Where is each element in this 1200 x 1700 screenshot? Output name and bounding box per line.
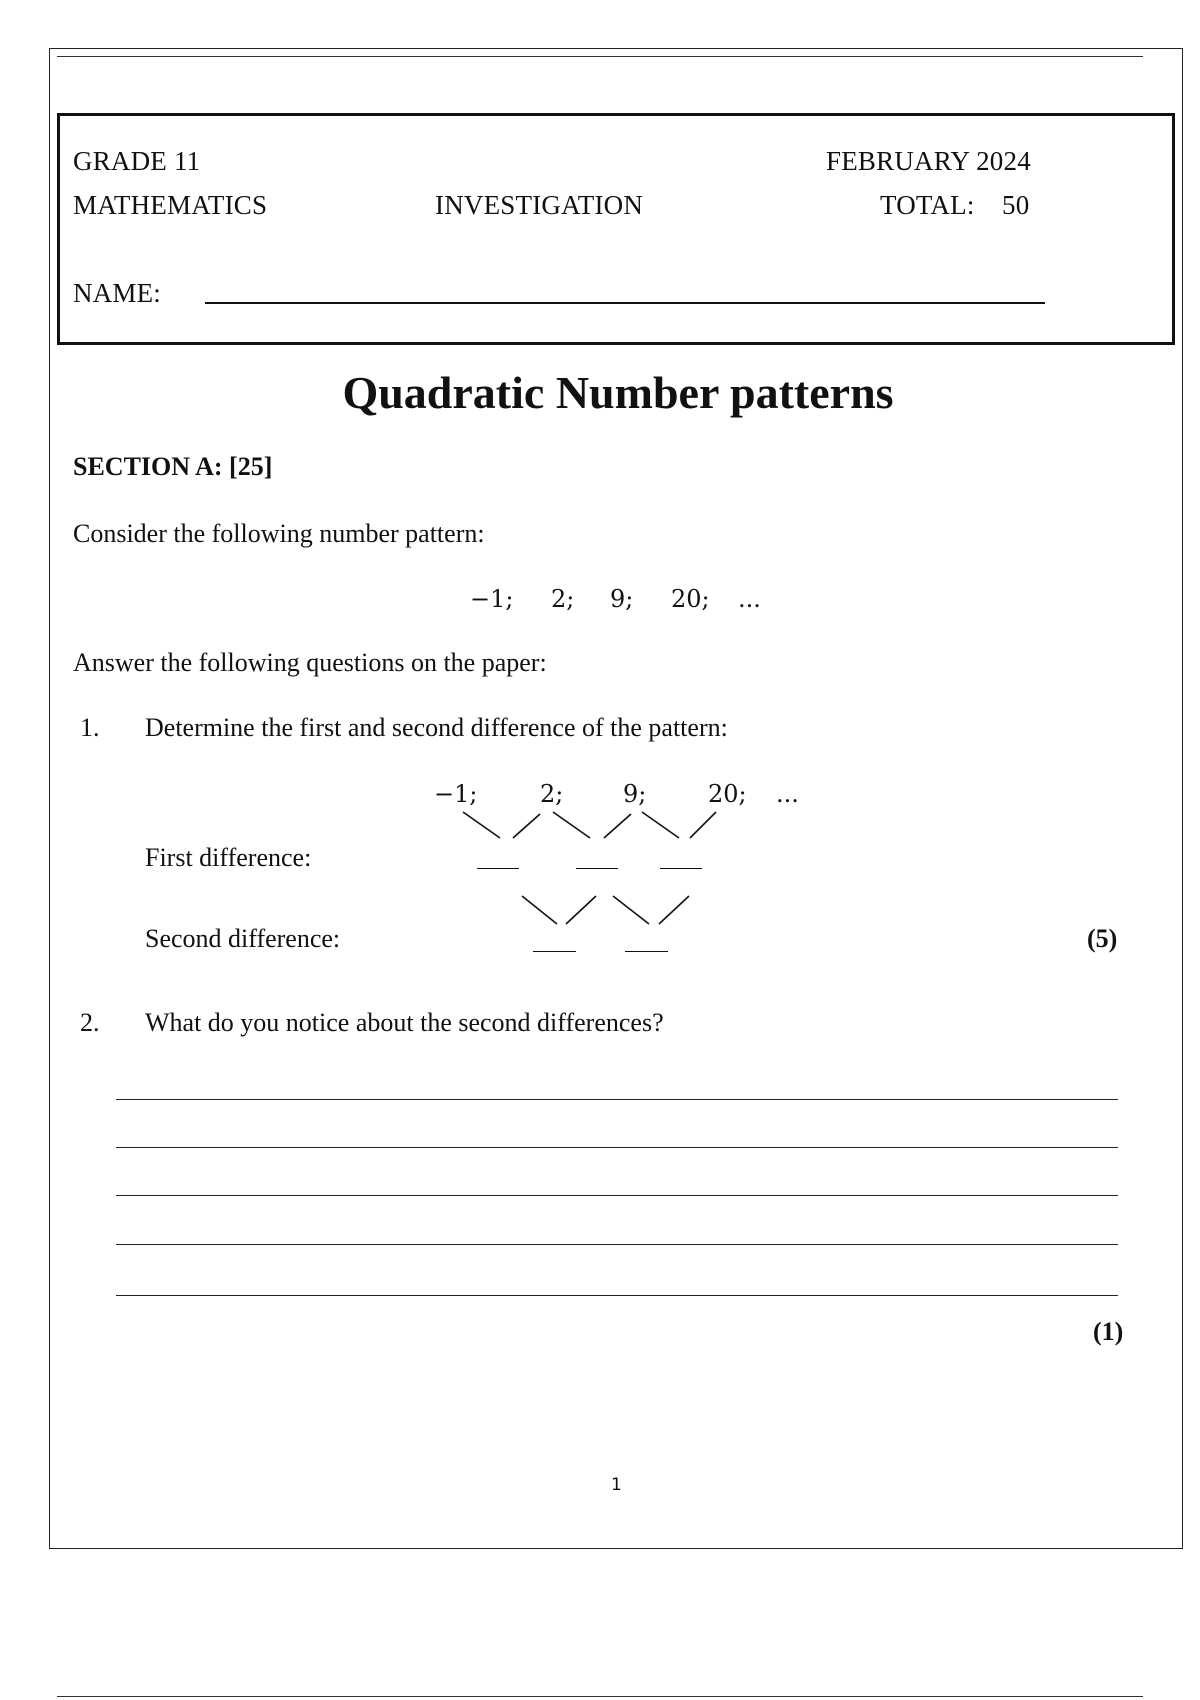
second-difference-label: Second difference: (145, 924, 341, 953)
answer-line[interactable] (116, 1295, 1118, 1296)
pattern-term: 9; (610, 585, 634, 613)
connector-line (553, 812, 590, 838)
task-label: INVESTIGATION (435, 190, 644, 220)
question-number: 2. (80, 1008, 100, 1037)
answer-line[interactable] (116, 1147, 1118, 1148)
total-value: 50 (1002, 190, 1030, 220)
connector-line (513, 814, 540, 838)
question-text: What do you notice about the second differences? (145, 1008, 664, 1037)
answer-line[interactable] (116, 1099, 1118, 1100)
subject-label: MATHEMATICS (73, 190, 268, 220)
connector-line (659, 896, 689, 924)
question-marks: (5) (1087, 924, 1118, 953)
section-heading: SECTION A: [25] (73, 452, 273, 481)
grade-label: GRADE 11 (73, 146, 201, 176)
first-difference-blank[interactable] (660, 868, 702, 869)
first-difference-label: First difference: (145, 843, 312, 872)
pattern-term: 2; (551, 585, 575, 613)
connector-line (613, 896, 649, 924)
connector-line (522, 896, 557, 924)
diagram-term: 20; (708, 780, 747, 808)
date-label: FEBRUARY 2024 (826, 146, 1031, 176)
total-label: TOTAL: (880, 190, 975, 220)
page-title: Quadratic Number patterns (342, 367, 894, 418)
second-difference-blank[interactable] (533, 951, 576, 952)
pattern-term: ... (738, 585, 761, 613)
answer-line[interactable] (116, 1244, 1118, 1245)
connector-line (604, 814, 631, 838)
diagram-term: 9; (623, 780, 647, 808)
connector-line (642, 812, 679, 838)
connector-line (690, 812, 716, 838)
connector-line (463, 812, 500, 838)
question-text: Determine the first and second difference of the pattern: (145, 713, 728, 742)
pattern-term: −1; (470, 585, 514, 613)
question-number: 1. (80, 713, 100, 742)
instruction-text: Answer the following questions on the paper: (73, 648, 547, 677)
first-difference-blank[interactable] (477, 868, 519, 869)
diagram-term: 2; (540, 780, 564, 808)
intro-text: Consider the following number pattern: (73, 519, 485, 548)
question-marks: (1) (1093, 1317, 1124, 1346)
first-difference-blank[interactable] (576, 868, 618, 869)
diagram-term: ... (776, 780, 799, 808)
answer-line[interactable] (116, 1195, 1118, 1196)
second-difference-blank[interactable] (625, 951, 668, 952)
connector-line (566, 896, 596, 924)
page-number: 1 (611, 1475, 622, 1495)
diagram-term: −1; (434, 780, 478, 808)
pattern-term: 20; (671, 585, 710, 613)
name-label: NAME: (73, 278, 161, 308)
